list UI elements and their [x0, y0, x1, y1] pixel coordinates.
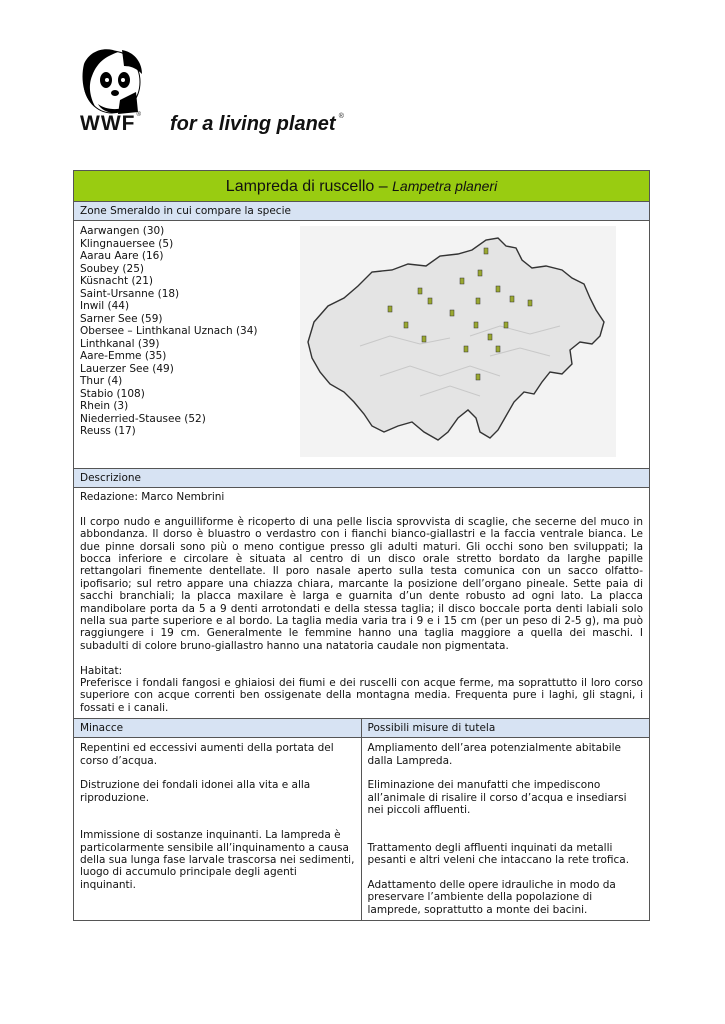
zone-marker	[510, 296, 514, 302]
zone-marker	[418, 288, 422, 294]
measures-heading: Possibili misure di tutela	[362, 719, 650, 738]
zone-marker	[528, 300, 532, 306]
zone-marker	[496, 346, 500, 352]
editor-credit: Redazione: Marco Nembrini	[80, 491, 225, 503]
zone-marker	[496, 286, 500, 292]
description-section	[74, 488, 649, 719]
measure-item: Ampliamento dell’area potenzialmente abitabile dalla Lampreda.	[367, 742, 622, 767]
zone-marker	[474, 322, 478, 328]
zone-marker	[476, 298, 480, 304]
zones-heading: Zone Smeraldo in cui compare la specie	[74, 202, 649, 221]
measures-column	[362, 719, 650, 920]
registered-mark: ®	[136, 112, 142, 118]
zone-marker	[504, 322, 508, 328]
measure-item: Trattamento degli affluenti inquinati da metalli pesanti e altri veleni che intaccano la rete trofica.	[367, 841, 630, 866]
zone-marker	[484, 248, 488, 254]
zone-item: Lauerzer See (49)	[80, 362, 174, 375]
zone-marker	[476, 374, 480, 380]
zone-item: Aarwangen (30)	[80, 225, 165, 237]
zone-item: Niederried-Stausee (52)	[80, 412, 206, 425]
threats-measures-table	[74, 719, 649, 920]
zone-item: Rhein (3)	[80, 400, 129, 412]
habitat-text: Preferisce i fondali fangosi e ghiaiosi dei fiumi e dei ruscelli con acque ferme, ma soprattutto il loro corso superiore con acque correnti ben ossigenate della montagna media. Frequenta pure i laghi, gli stagni, i fossati e i canali.	[80, 677, 643, 714]
habitat-label: Habitat:	[80, 664, 123, 677]
zone-marker	[422, 336, 426, 342]
zone-item: Aare-Emme (35)	[80, 350, 167, 362]
zone-item: Küsnacht (21)	[80, 275, 154, 287]
description-heading: Descrizione	[74, 469, 649, 488]
wwf-panda-logo	[78, 46, 144, 116]
zone-item: Thur (4)	[80, 375, 123, 387]
threat-item: Distruzione dei fondali idonei alla vita e alla riproduzione.	[80, 779, 311, 804]
threats-list	[74, 738, 361, 895]
zone-item: Saint-Ursanne (18)	[80, 287, 180, 300]
zones-list	[80, 225, 258, 438]
threat-item: Immissione di sostanze inquinanti. La lampreda è particolarmente sensibile all’inquinamento a causa della sua lunga fase larvale trascorsa nei sedimenti, luogo di accumulo principale degli agenti inquinanti.	[80, 829, 355, 891]
zone-marker	[464, 346, 468, 352]
zone-item: Stabio (108)	[80, 387, 145, 400]
zone-marker	[460, 278, 464, 284]
measure-item: Adattamento delle opere idrauliche in modo da preservare l’ambiente della popolazione di lamprede, soprattutto a monte dei bacini.	[367, 878, 616, 916]
threats-heading: Minacce	[74, 719, 361, 738]
switzerland-map	[300, 226, 616, 457]
zone-item: Obersee – Linthkanal Uznach (34)	[80, 325, 258, 337]
tagline-registered-mark: ®	[338, 113, 344, 120]
threats-column	[74, 719, 362, 920]
zone-marker	[428, 298, 432, 304]
wwf-wordmark: WWF®	[80, 112, 142, 135]
species-title	[74, 171, 649, 202]
zone-item: Linthkanal (39)	[80, 337, 160, 350]
species-sheet	[73, 170, 650, 921]
zone-item: Reuss (17)	[80, 425, 136, 437]
zone-marker	[404, 322, 408, 328]
zone-item: Sarner See (59)	[80, 312, 163, 325]
zone-item: Aarau Aare (16)	[80, 250, 164, 262]
measures-list	[362, 738, 650, 920]
tagline: for a living planet ®	[170, 113, 344, 135]
scientific-name: Lampetra planeri	[392, 178, 498, 194]
zone-marker	[388, 306, 392, 312]
common-name: Lampreda di ruscello	[225, 178, 375, 195]
title-separator: –	[374, 178, 393, 195]
page-header	[0, 0, 725, 170]
zone-item: Soubey (25)	[80, 262, 144, 275]
zone-marker	[478, 270, 482, 276]
description-body: Il corpo nudo e anguilliforme è ricoperto di una pelle liscia sprovvista di scaglie, che secerne del muco in abbondanza. Il dorso è bluastro o verdastro con i fianchi bianco-giallastri e la faccia ventrale bianca. Le due pinne dorsali sono più o meno contigue presso gli adulti maturi. Gli occhi sono ben sviluppati; la bocca inferiore e circolare è situata al centro di un disco orale stretto bordato da larghe papille rettangolari finemente dentellate. Il poro nasale aperto sulla testa comunica con un sacco olfatto-ipofisario; sul retro appare una chiazza chiara, marcante la posizione dell’organo pineale. Sette paia di sacchi branchiali; la placca maxilare è larga e guarnita d’un dente robusto ad ogni lato. La placca mandibolare porta da 5 a 9 denti arrotondati e della stessa taglia; il disco boccale porta denti labiali solo nella sua parte superiore e al bordo. La taglia media varia tra i 9 e i 15 cm (per un peso di 2-5 g), ma può raggiungere i 19 cm. Generalmente le femmine hanno una taglia maggiore a quella dei maschi. I subadulti di colore bruno-giallastro hanno una natatoria caudale non pigmentata.	[80, 515, 643, 652]
zone-item: Inwil (44)	[80, 300, 130, 312]
zone-marker	[488, 334, 492, 340]
threat-item: Repentini ed eccessivi aumenti della portata del corso d’acqua.	[80, 742, 334, 767]
zone-item: Klingnauersee (5)	[80, 237, 174, 250]
measure-item: Eliminazione dei manufatti che impediscono all’animale di risalire il corso d’acqua e insediarsi nei piccoli affluenti.	[367, 779, 627, 817]
zones-section	[74, 221, 649, 469]
zone-marker	[450, 310, 454, 316]
